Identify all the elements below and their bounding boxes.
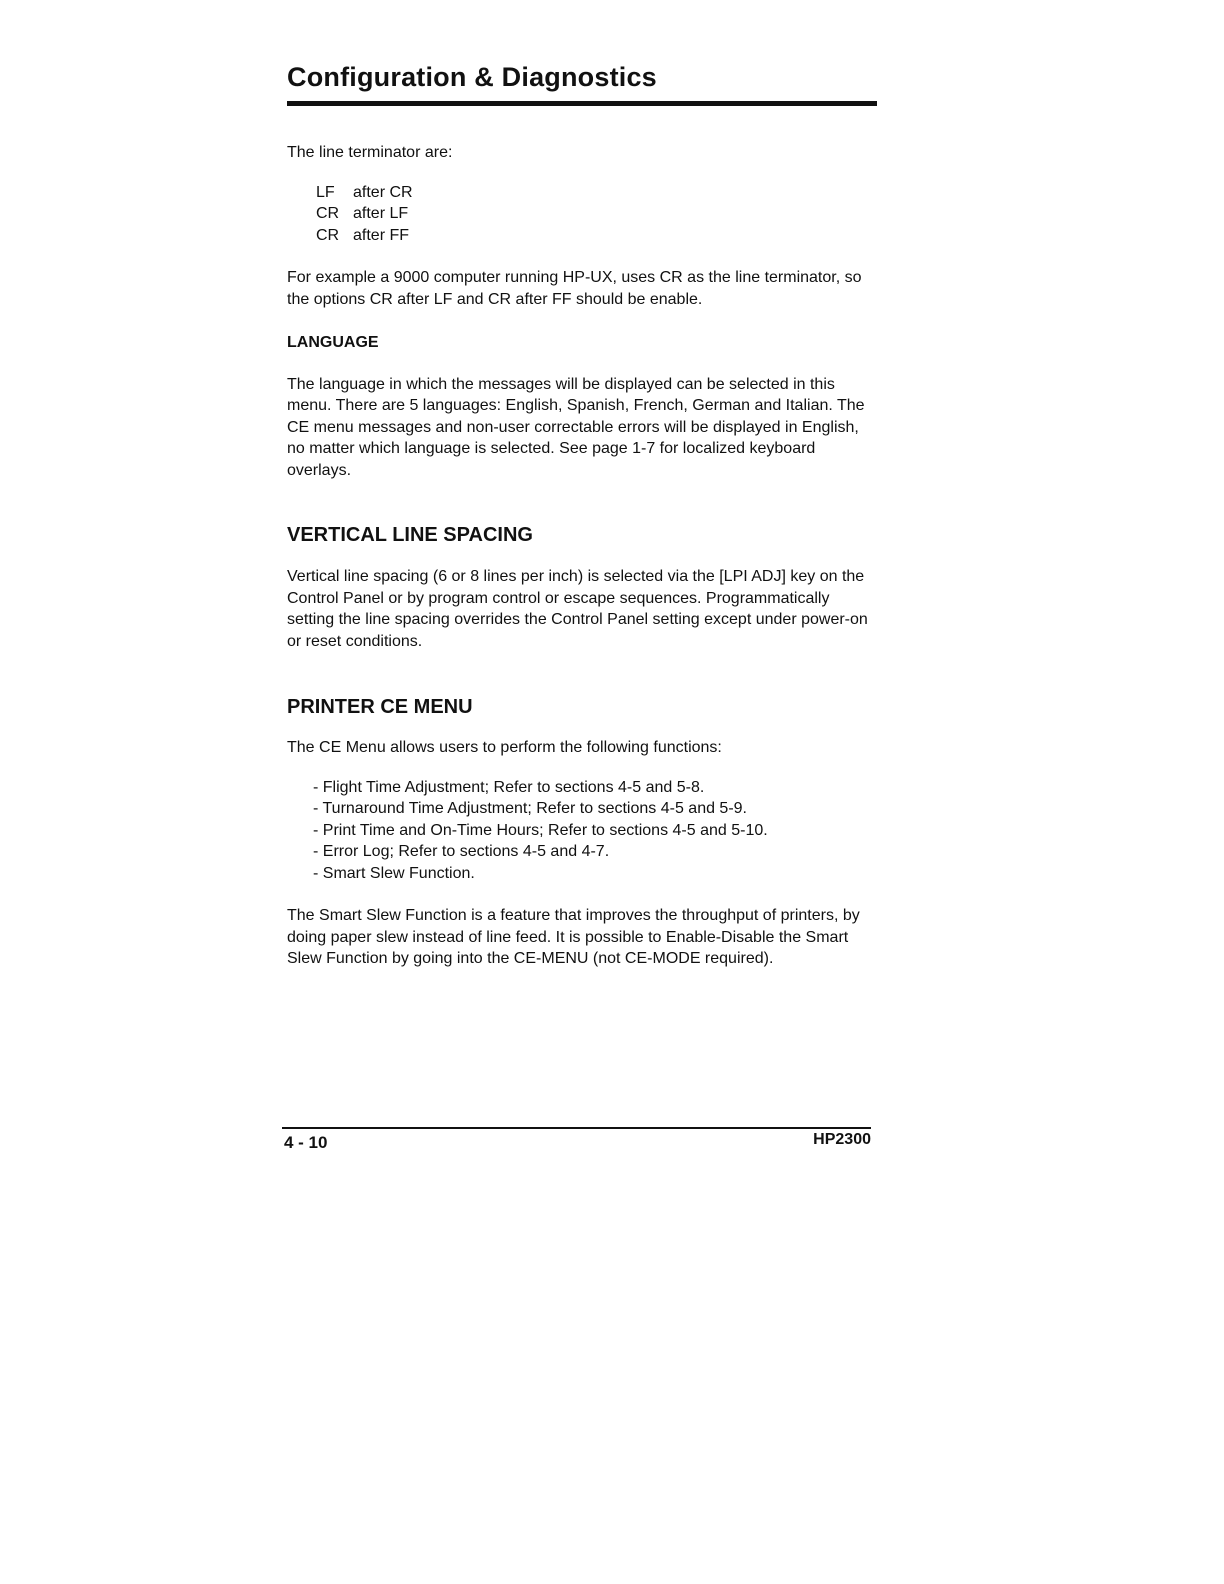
page-header-title: Configuration & Diagnostics: [287, 62, 657, 92]
printer-ce-menu-heading: PRINTER CE MENU: [287, 696, 473, 718]
terminator-item: [316, 225, 877, 247]
ce-function-item: - Flight Time Adjustment; Refer to sections 4-5 and 5-8.: [313, 778, 705, 796]
terminator-item: [316, 203, 877, 225]
terminator-text: after LF: [353, 205, 409, 222]
ce-function-item: - Turnaround Time Adjustment; Refer to sections 4-5 and 5-9.: [313, 800, 747, 817]
language-paragraph: The language in which the messages will be displayed can be selected in this menu. There are 5 languages: English, Spanish, French, German and Italian. The CE menu messages and non-user correctable errors will be displayed in English, no matter which language is selected. See page 1-7 for localized keyboard overlays.: [287, 375, 865, 479]
terminator-code: LF: [316, 183, 335, 201]
footer-model: HP2300: [813, 1131, 871, 1148]
terminator-item: [316, 182, 877, 204]
language-heading: LANGUAGE: [287, 334, 379, 351]
terminator-code: CR: [316, 205, 340, 222]
terminators-intro: The line terminator are:: [287, 144, 453, 161]
ce-function-list: [313, 777, 877, 885]
terminator-text: after FF: [353, 226, 410, 244]
ce-menu-intro: The CE Menu allows users to perform the following functions:: [287, 739, 722, 756]
footer-page-number: 4 - 10: [284, 1133, 328, 1152]
smart-slew-paragraph: The Smart Slew Function is a feature that improves the throughput of printers, by doing paper slew instead of line feed. It is possible to Enable-Disable the Smart Slew Function by going into the CE-MENU (not CE-MODE required).: [287, 907, 860, 967]
terminator-text: after CR: [353, 183, 413, 201]
terminator-code: CR: [316, 226, 340, 244]
example-paragraph: For example a 9000 computer running HP-UX, uses CR as the line terminator, so the options CR after LF and CR after FF should be enable.: [287, 269, 862, 308]
footer-rule: [282, 1127, 871, 1129]
ce-function-item: - Error Log; Refer to sections 4-5 and 4-7.: [313, 843, 610, 860]
page-content: [287, 140, 877, 970]
vertical-line-spacing-heading: VERTICAL LINE SPACING: [287, 524, 533, 546]
ce-function-item: - Print Time and On-Time Hours; Refer to sections 4-5 and 5-10.: [313, 821, 768, 839]
terminator-list: [316, 182, 877, 247]
ce-function-item: - Smart Slew Function.: [313, 864, 475, 882]
header-rule: [287, 101, 877, 106]
vertical-line-spacing-paragraph: Vertical line spacing (6 or 8 lines per inch) is selected via the [LPI ADJ] key on the Control Panel or by program control or escape sequences. Programmatically setting the line spacing overrides the Control Panel setting except under power-on or reset conditions.: [287, 568, 868, 650]
